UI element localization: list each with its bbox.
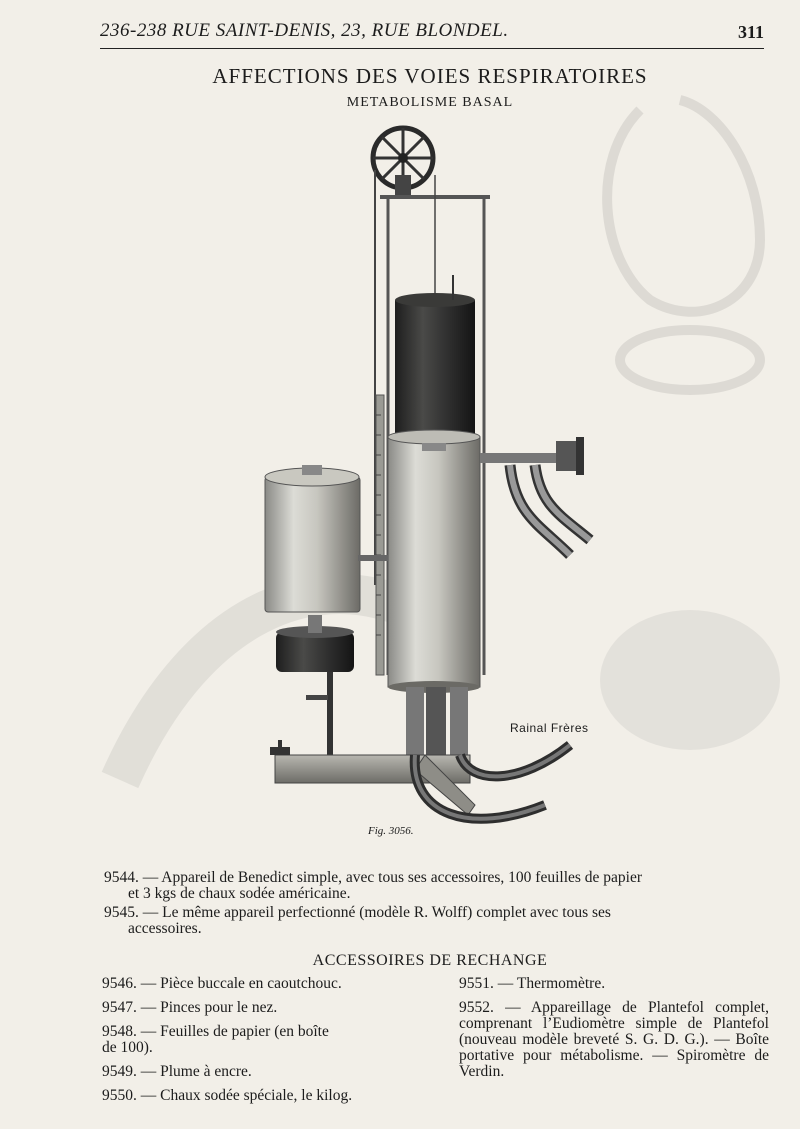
accessory-item	[102, 1024, 414, 1056]
accessory-item	[102, 1088, 414, 1104]
accessories-list-left	[102, 976, 414, 1112]
benedict-apparatus-illustration	[240, 115, 640, 825]
accessory-text: 9550. — Chaux sodée spéciale, le kilog.	[102, 1087, 353, 1104]
accessories-heading: ACCESSOIRES DE RECHANGE	[312, 952, 548, 969]
description-line: 9544. — Appareil de Benedict simple, avec tous ses accessoires, 100 feuilles de papier	[104, 869, 643, 886]
accessory-text: 9548. — Feuilles de papier (en boîte	[102, 1023, 329, 1040]
header-address: 236-238 RUE SAINT-DENIS, 23, RUE BLONDEL.	[100, 20, 509, 41]
page-title: AFFECTIONS DES VOIES RESPIRATOIRES	[212, 64, 648, 88]
description-line-continued: accessoires.	[128, 920, 202, 937]
figure-caption: Fig. 3056.	[368, 825, 414, 837]
accessory-item	[102, 976, 414, 992]
product-description-9544	[104, 870, 770, 902]
accessory-text: 9552. — Appareillage de Plantefol complet, comprenant l’Eudiomètre simple de Plantefol (nouveau modèle breveté S. G. D. G.). — Boîte portative pour métabolisme. — Spiromètre de Verdin.	[459, 999, 769, 1080]
accessory-text: 9546. — Pièce buccale en caoutchouc.	[102, 975, 342, 992]
page-subtitle: METABOLISME BASAL	[346, 95, 514, 110]
accessory-item	[459, 976, 769, 992]
blower-motor	[276, 615, 354, 672]
page-header	[100, 20, 764, 49]
product-description-9545	[104, 905, 770, 937]
accessories-list-right	[459, 976, 769, 1088]
accessory-text-continued: de 100).	[102, 1039, 153, 1056]
description-line-continued: et 3 kgs de chaux sodée américaine.	[128, 885, 351, 902]
accessory-text: 9551. — Thermomètre.	[459, 975, 606, 992]
accessory-item	[459, 1000, 769, 1080]
accessory-text: 9547. — Pinces pour le nez.	[102, 999, 278, 1016]
soda-lime-canister	[265, 465, 388, 612]
maker-label: Rainal Frères	[510, 721, 589, 735]
page-number: 311	[737, 22, 764, 42]
accessory-text: 9549. — Plume à encre.	[102, 1063, 252, 1080]
description-line: 9545. — Le même appareil perfectionné (modèle R. Wolff) complet avec tous ses	[104, 904, 611, 921]
pulley-wheel	[373, 128, 433, 197]
accessory-item	[102, 1000, 414, 1016]
accessory-item	[102, 1064, 414, 1080]
spirometer-bell	[395, 275, 475, 440]
water-tank-cylinder	[388, 430, 480, 693]
